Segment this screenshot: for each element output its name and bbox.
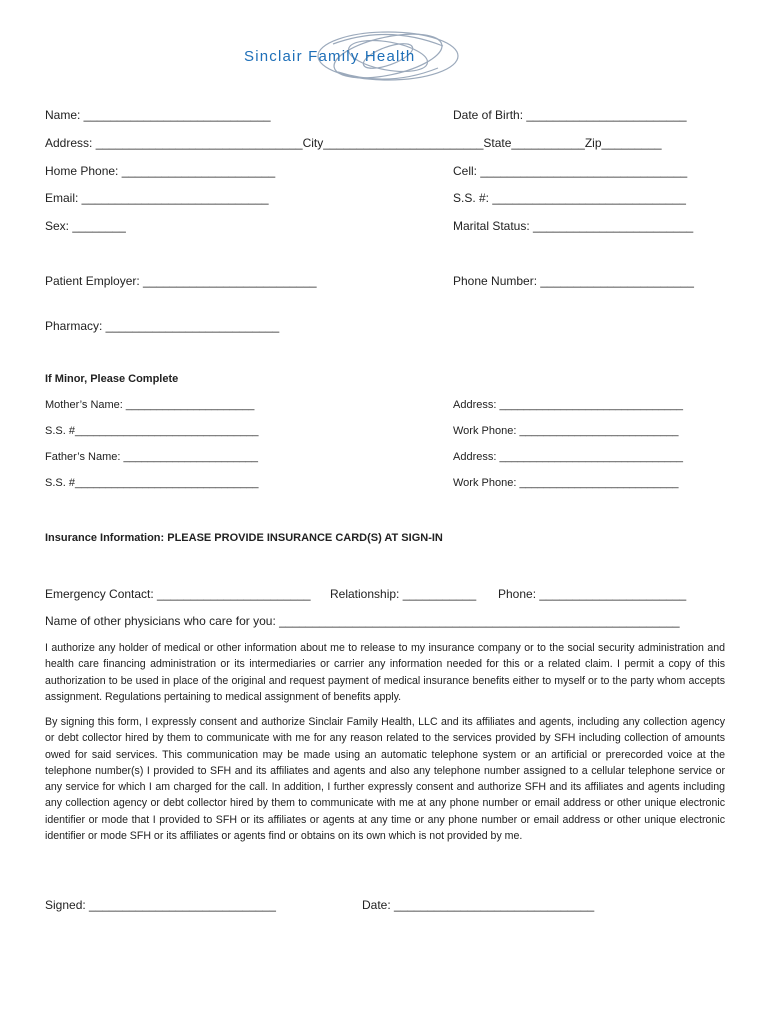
emergency-contact-field[interactable]: Emergency Contact: _______________________	[45, 587, 311, 601]
sex-field[interactable]: Sex: ________	[45, 219, 126, 233]
address-field[interactable]: Address: _______________________________City________________________State___________Zip_________	[45, 136, 662, 150]
signed-field[interactable]: Signed: ____________________________	[45, 898, 276, 912]
dob-field[interactable]: Date of Birth: ________________________	[453, 108, 687, 122]
mother-work-phone-field[interactable]: Work Phone: __________________________	[453, 425, 679, 437]
date-field[interactable]: Date: ______________________________	[362, 898, 595, 912]
employer-field[interactable]: Patient Employer: __________________________	[45, 274, 317, 288]
marital-status-field[interactable]: Marital Status: ________________________	[453, 219, 694, 233]
authorization-paragraph: I authorize any holder of medical or other information about me to release to my insurance company or to the social security administration and health care financing administration or its intermediaries or carrier any information needed for this or a related claim. I permit a copy of this authorization to be used in place of the original and request payment of medical insurance benefits either to myself or to the party whom accepts assignment. Regulations pertaining to medical assignment of benefits apply.	[45, 642, 725, 703]
father-address-field[interactable]: Address: ______________________________	[453, 451, 683, 463]
employer-phone-field[interactable]: Phone Number: _______________________	[453, 274, 694, 288]
logo	[238, 28, 538, 88]
insurance-heading: Insurance Information: PLEASE PROVIDE INSURANCE CARD(S) AT SIGN-IN	[45, 532, 443, 544]
pharmacy-field[interactable]: Pharmacy: __________________________	[45, 319, 280, 333]
home-phone-field[interactable]: Home Phone: _______________________	[45, 164, 276, 178]
father-name-field[interactable]: Father’s Name: ______________________	[45, 451, 259, 463]
emergency-phone-field[interactable]: Phone: ______________________	[498, 587, 687, 601]
email-field[interactable]: Email: ____________________________	[45, 191, 269, 205]
name-field[interactable]: Name: ____________________________	[45, 108, 271, 122]
father-work-phone-field[interactable]: Work Phone: __________________________	[453, 477, 679, 489]
ssn-field[interactable]: S.S. #: _____________________________	[453, 191, 686, 205]
cell-field[interactable]: Cell: _______________________________	[453, 164, 688, 178]
relationship-field[interactable]: Relationship: ___________	[330, 587, 477, 601]
other-physicians-field[interactable]: Name of other physicians who care for you: ____________________________________________________________	[45, 614, 680, 628]
minor-heading: If Minor, Please Complete	[45, 373, 179, 385]
father-ssn-field[interactable]: S.S. #______________________________	[45, 477, 259, 489]
consent-paragraph: By signing this form, I expressly consent and authorize Sinclair Family Health, LLC and its affiliates and agents, including any collection agency or debt collector hired by them to communicate with me for any reason related to the services provided by SFH including collection of amounts owed for said services. This communication may be made using an automatic telephone system or an artificial or prerecorded voice at the telephone number(s) I provided to SFH and its affiliates and agents and also any telephone number assigned to a cellular telephone service or any service for which I am charged for the call. In addition, I further expressly consent and authorize SFH and its affiliates and agents including any collection agency or debt collector hired by them to communicate with me at any phone number or email address or other unique electronic identifier or mode that I provided to SFH or its affiliates or agents at any time or any phone number or email address or other unique electronic identifier or mode SFH or its affiliates or agents find or obtains on its own which is not provided by me.	[45, 716, 725, 843]
logo-text: Sinclair Family Health	[244, 48, 416, 65]
mother-name-field[interactable]: Mother’s Name: _____________________	[45, 399, 255, 411]
mother-address-field[interactable]: Address: ______________________________	[453, 399, 683, 411]
mother-ssn-field[interactable]: S.S. #______________________________	[45, 425, 259, 437]
